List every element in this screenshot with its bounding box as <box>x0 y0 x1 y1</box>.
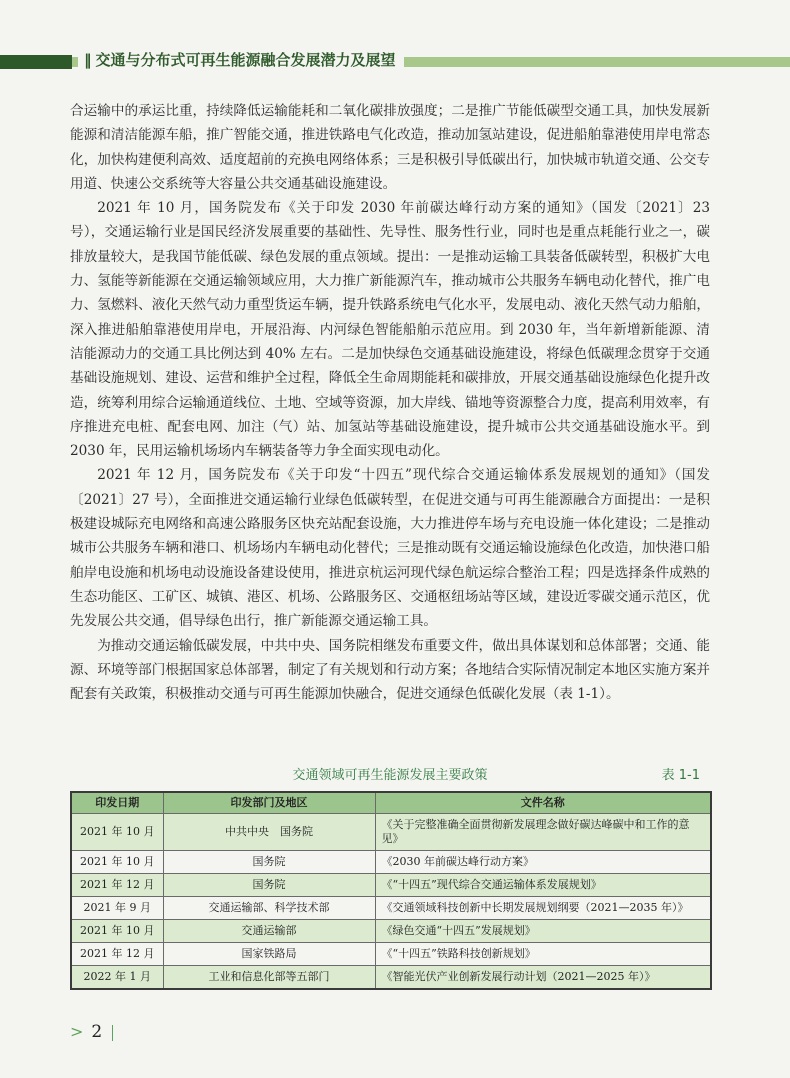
header-marker-icon: ‖ <box>84 51 92 69</box>
cell-department: 工业和信息化部等五部门 <box>163 966 375 990</box>
paragraph: 合运输中的承运比重，持续降低运输能耗和二氧化碳排放强度；二是推广节能低碳型交通工具，加快发展新能源和清洁能源车船，推广智能交通，推进铁路电气化改造，推动加氢站建设，促进船舶靠港使用岸电常态化，加快构建便利高效、适度超前的充换电网络体系；三是积极引导低碳出行，加快城市轨道交通、公交专用道、快速公交系统等大容量公共交通基础设施建设。 <box>70 103 710 192</box>
paragraph: 为推动交通运输低碳发展，中共中央、国务院相继发布重要文件，做出具体谋划和总体部署；交通、能源、环境等部门根据国家总体部署，制定了有关规划和行动方案；各地结合实际情况制定本地区实施方案并配套有关政策，积极推动交通与可再生能源加快融合，促进交通绿色低碳化发展（表 1-1）。 <box>70 637 710 703</box>
cell-document: 《交通领域科技创新中长期发展规划纲要（2021—2035 年）》 <box>375 897 711 920</box>
cell-date: 2021 年 12 月 <box>71 874 163 897</box>
cell-date: 2021 年 10 月 <box>71 814 163 851</box>
policy-table <box>70 791 712 990</box>
cell-department: 交通运输部 <box>163 920 375 943</box>
page-footer <box>70 1020 113 1044</box>
table-row <box>71 943 711 966</box>
body-text <box>70 99 710 706</box>
table-row <box>71 920 711 943</box>
header-bar-dark <box>0 55 72 69</box>
cell-document: 《关于完整准确全面贯彻新发展理念做好碳达峰碳中和工作的意见》 <box>375 814 711 851</box>
table-row <box>71 851 711 874</box>
table-row <box>71 874 711 897</box>
cell-date: 2021 年 12 月 <box>71 943 163 966</box>
cell-date: 2021 年 10 月 <box>71 851 163 874</box>
footer-divider <box>112 1025 113 1041</box>
cell-date: 2021 年 10 月 <box>71 920 163 943</box>
table-row <box>71 966 711 990</box>
table-title <box>70 767 710 785</box>
paragraph: 2021 年 12 月，国务院发布《关于印发“十四五”现代综合交通运输体系发展规划的通知》（国发〔2021〕27 号），全面推进交通运输行业绿色低碳转型，在促进交通与可再生能源融合方面提出：一是积极建设城际充电网络和高速公路服务区快充站配套设施，大力推进停车场与充电设施一体化建设；二是推动城市公共服务车辆和港口、机场场内车辆电动化替代；三是推动既有交通运输设施绿色化改造，加快港口船舶岸电设施和机场电动设施设备建设使用，推进京杭运河现代绿色航运综合整治工程；四是选择条件成熟的生态功能区、工矿区、城镇、港区、机场、公路服务区、交通枢纽场站等区域，建设近零碳交通示范区，优先发展公共交通，倡导绿色出行，推广新能源交通运输工具。 <box>70 467 710 630</box>
table-number: 表 1-1 <box>661 768 700 783</box>
cell-department: 交通运输部、科学技术部 <box>163 897 375 920</box>
cell-department: 国务院 <box>163 874 375 897</box>
cell-department: 国务院 <box>163 851 375 874</box>
column-header-document: 文件名称 <box>375 792 711 814</box>
table-caption: 交通领域可再生能源发展主要政策 <box>292 768 488 783</box>
cell-date: 2021 年 9 月 <box>71 897 163 920</box>
column-header-department: 印发部门及地区 <box>163 792 375 814</box>
cell-document: 《“十四五”现代综合交通运输体系发展规划》 <box>375 874 711 897</box>
cell-document: 《智能光伏产业创新发展行动计划（2021—2025 年）》 <box>375 966 711 990</box>
cell-document: 《绿色交通“十四五”发展规划》 <box>375 920 711 943</box>
page-number: 2 <box>91 1022 103 1042</box>
cell-department: 国家铁路局 <box>163 943 375 966</box>
cell-document: 《“十四五”铁路科技创新规划》 <box>375 943 711 966</box>
cell-document: 《2030 年前碳达峰行动方案》 <box>375 851 711 874</box>
chevron-right-icon: > <box>70 1022 84 1041</box>
column-header-date: 印发日期 <box>71 792 163 814</box>
table-row <box>71 814 711 851</box>
cell-date: 2022 年 1 月 <box>71 966 163 990</box>
running-header-title: 交通与分布式可再生能源融合发展潜力及展望 <box>95 51 396 69</box>
table-row <box>71 897 711 920</box>
running-header <box>78 49 404 71</box>
cell-department: 中共中央 国务院 <box>163 814 375 851</box>
table-header-row <box>71 792 711 814</box>
paragraph: 2021 年 10 月，国务院发布《关于印发 2030 年前碳达峰行动方案的通知》（国发〔2021〕23 号），交通运输行业是国民经济发展重要的基础性、先导性、服务性行业，同时也是重点耗能行业之一，碳排放量较大，是我国节能低碳、绿色发展的重点领域。提出：一是推动运输工具装备低碳转型，积极扩大电力、氢能等新能源在交通运输领域应用，大力推广新能源汽车，推动城市公共服务车辆电动化替代，推广电力、氢燃料、液化天然气动力重型货运车辆，提升铁路系统电气化水平，发展电动、液化天然气动力船舶，深入推进船舶靠港使用岸电，开展沿海、内河绿色智能船舶示范应用。到 2030 年，当年新增新能源、清洁能源动力的交通工具比例达到 40% 左右。二是加快绿色交通基础设施建设，将绿色低碳理念贯穿于交通基础设施规划、建设、运营和维护全过程，降低全生命周期能耗和碳排放，开展交通基础设施绿色化提升改造，统筹利用综合运输通道线位、土地、空域等资源，加大岸线、锚地等资源整合力度，提高利用效率，有序推进充电桩、配套电网、加注（气）站、加氢站等基础设施建设，提升城市公共交通基础设施水平。到 2030 年，民用运输机场场内车辆装备等力争全面实现电动化。 <box>70 200 710 460</box>
